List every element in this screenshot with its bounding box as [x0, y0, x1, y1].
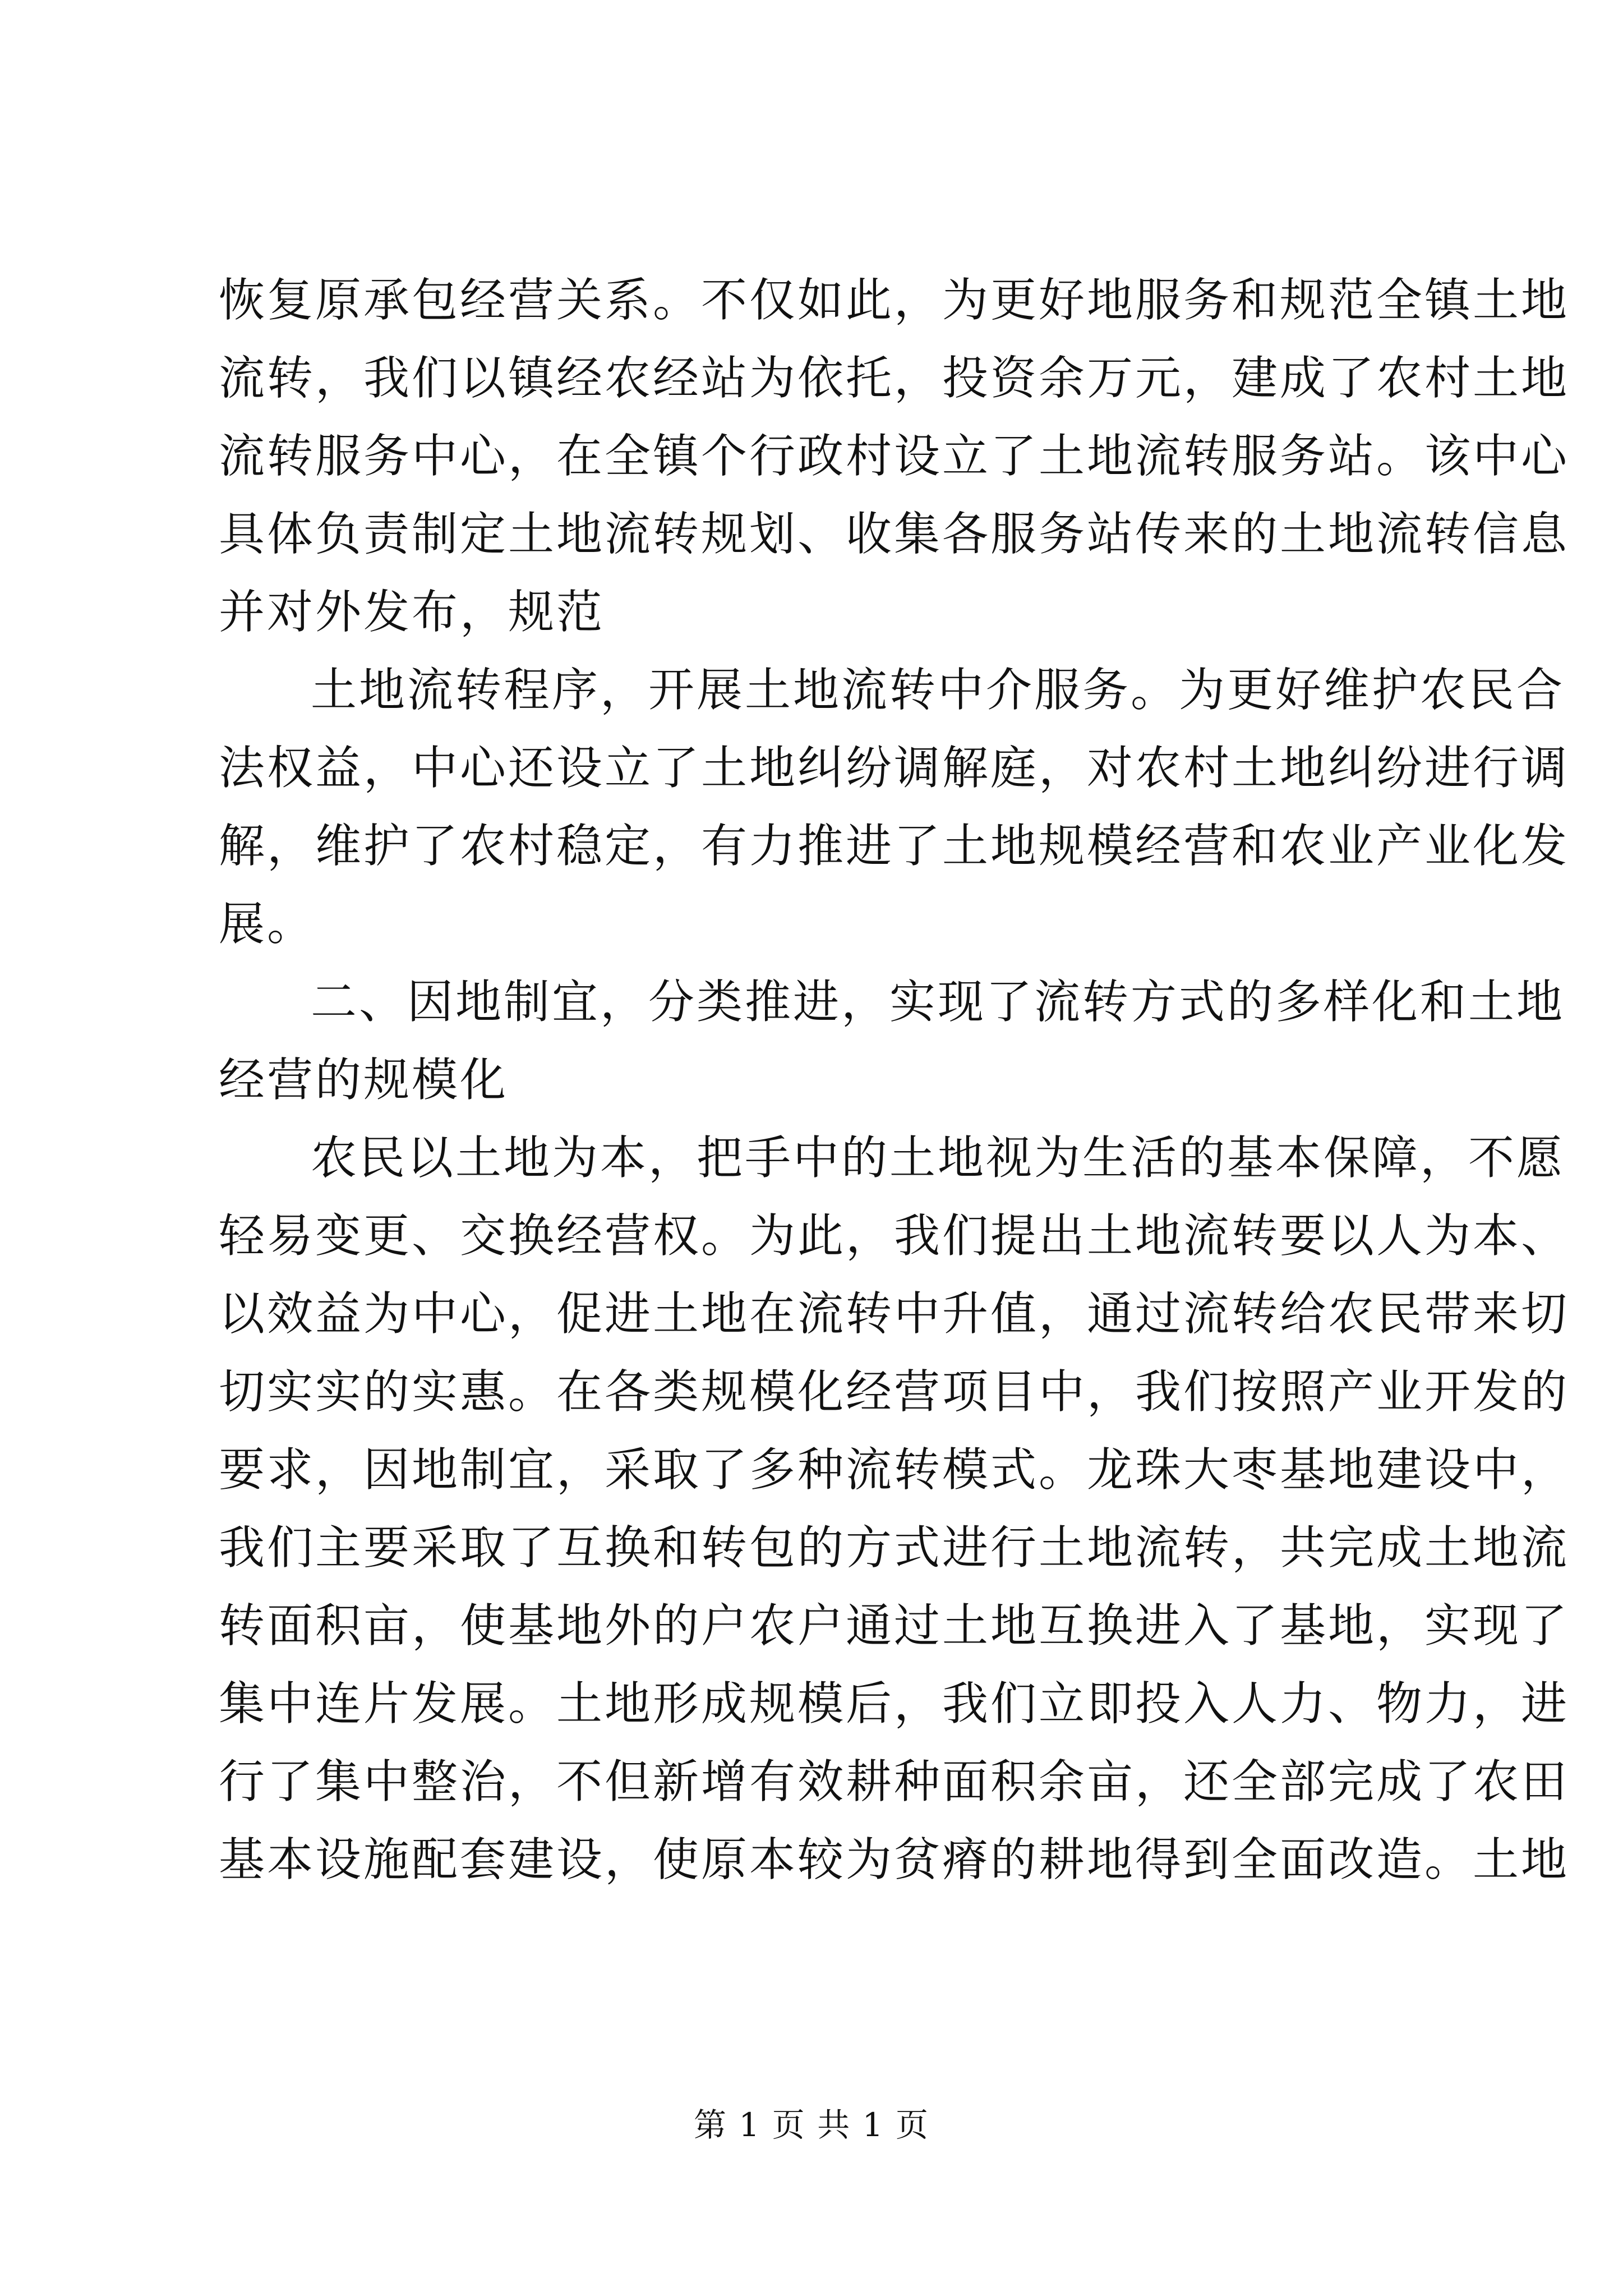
text-line-8: 解，维护了农村稳定，有力推进了土地规模经营和农业产业化发 [219, 820, 1570, 873]
text-line-7: 法权益，中心还设立了土地纠纷调解庭，对农村土地纠纷进行调 [219, 742, 1570, 795]
text-line-18: 转面积亩，使基地外的户农户通过土地互换进入了基地，实现了 [219, 1599, 1570, 1653]
text-line-13: 轻易变更、交换经营权。为此，我们提出土地流转要以人为本、 [219, 1209, 1570, 1263]
text-line-19: 集中连片发展。土地形成规模后，我们立即投入人力、物力，进 [219, 1677, 1570, 1731]
text-line-21: 基本设施配套建设，使原本较为贫瘠的耕地得到全面改造。土地 [219, 1833, 1570, 1887]
text-line-14: 以效益为中心，促进土地在流转中升值，通过流转给农民带来切 [219, 1287, 1570, 1341]
document-body [219, 261, 1570, 1899]
text-line-16: 要求，因地制宜，采取了多种流转模式。龙珠大枣基地建设中， [219, 1443, 1570, 1497]
text-line-2: 流转，我们以镇经农经站为依托，投资余万元，建成了农村土地 [219, 352, 1570, 405]
section-heading-line-1: 二、因地制宜，分类推进，实现了流转方式的多样化和土地 [311, 976, 1565, 1029]
text-line-17: 我们主要采取了互换和转包的方式进行土地流转，共完成土地流 [219, 1521, 1570, 1575]
text-line-5: 并对外发布，规范 [219, 586, 605, 639]
text-line-4: 具体负责制定土地流转规划、收集各服务站传来的土地流转信息 [219, 508, 1570, 561]
text-line-15: 切实实的实惠。在各类规模化经营项目中，我们按照产业开发的 [219, 1365, 1570, 1419]
text-line-3: 流转服务中心，在全镇个行政村设立了土地流转服务站。该中心 [219, 430, 1570, 483]
section-heading-line-2: 经营的规模化 [219, 1053, 509, 1107]
text-line-9: 展。 [219, 898, 316, 951]
text-line-12: 农民以土地为本，把手中的土地视为生活的基本保障，不愿 [311, 1131, 1565, 1185]
text-line-20: 行了集中整治，不但新增有效耕种面积余亩，还全部完成了农田 [219, 1755, 1570, 1809]
text-line-6: 土地流转程序，开展土地流转中介服务。为更好维护农民合 [311, 664, 1565, 717]
text-line-1: 恢复原承包经营关系。不仅如此，为更好地服务和规范全镇土地 [219, 274, 1570, 327]
page-footer: 第 1 页 共 1 页 [694, 2106, 929, 2144]
